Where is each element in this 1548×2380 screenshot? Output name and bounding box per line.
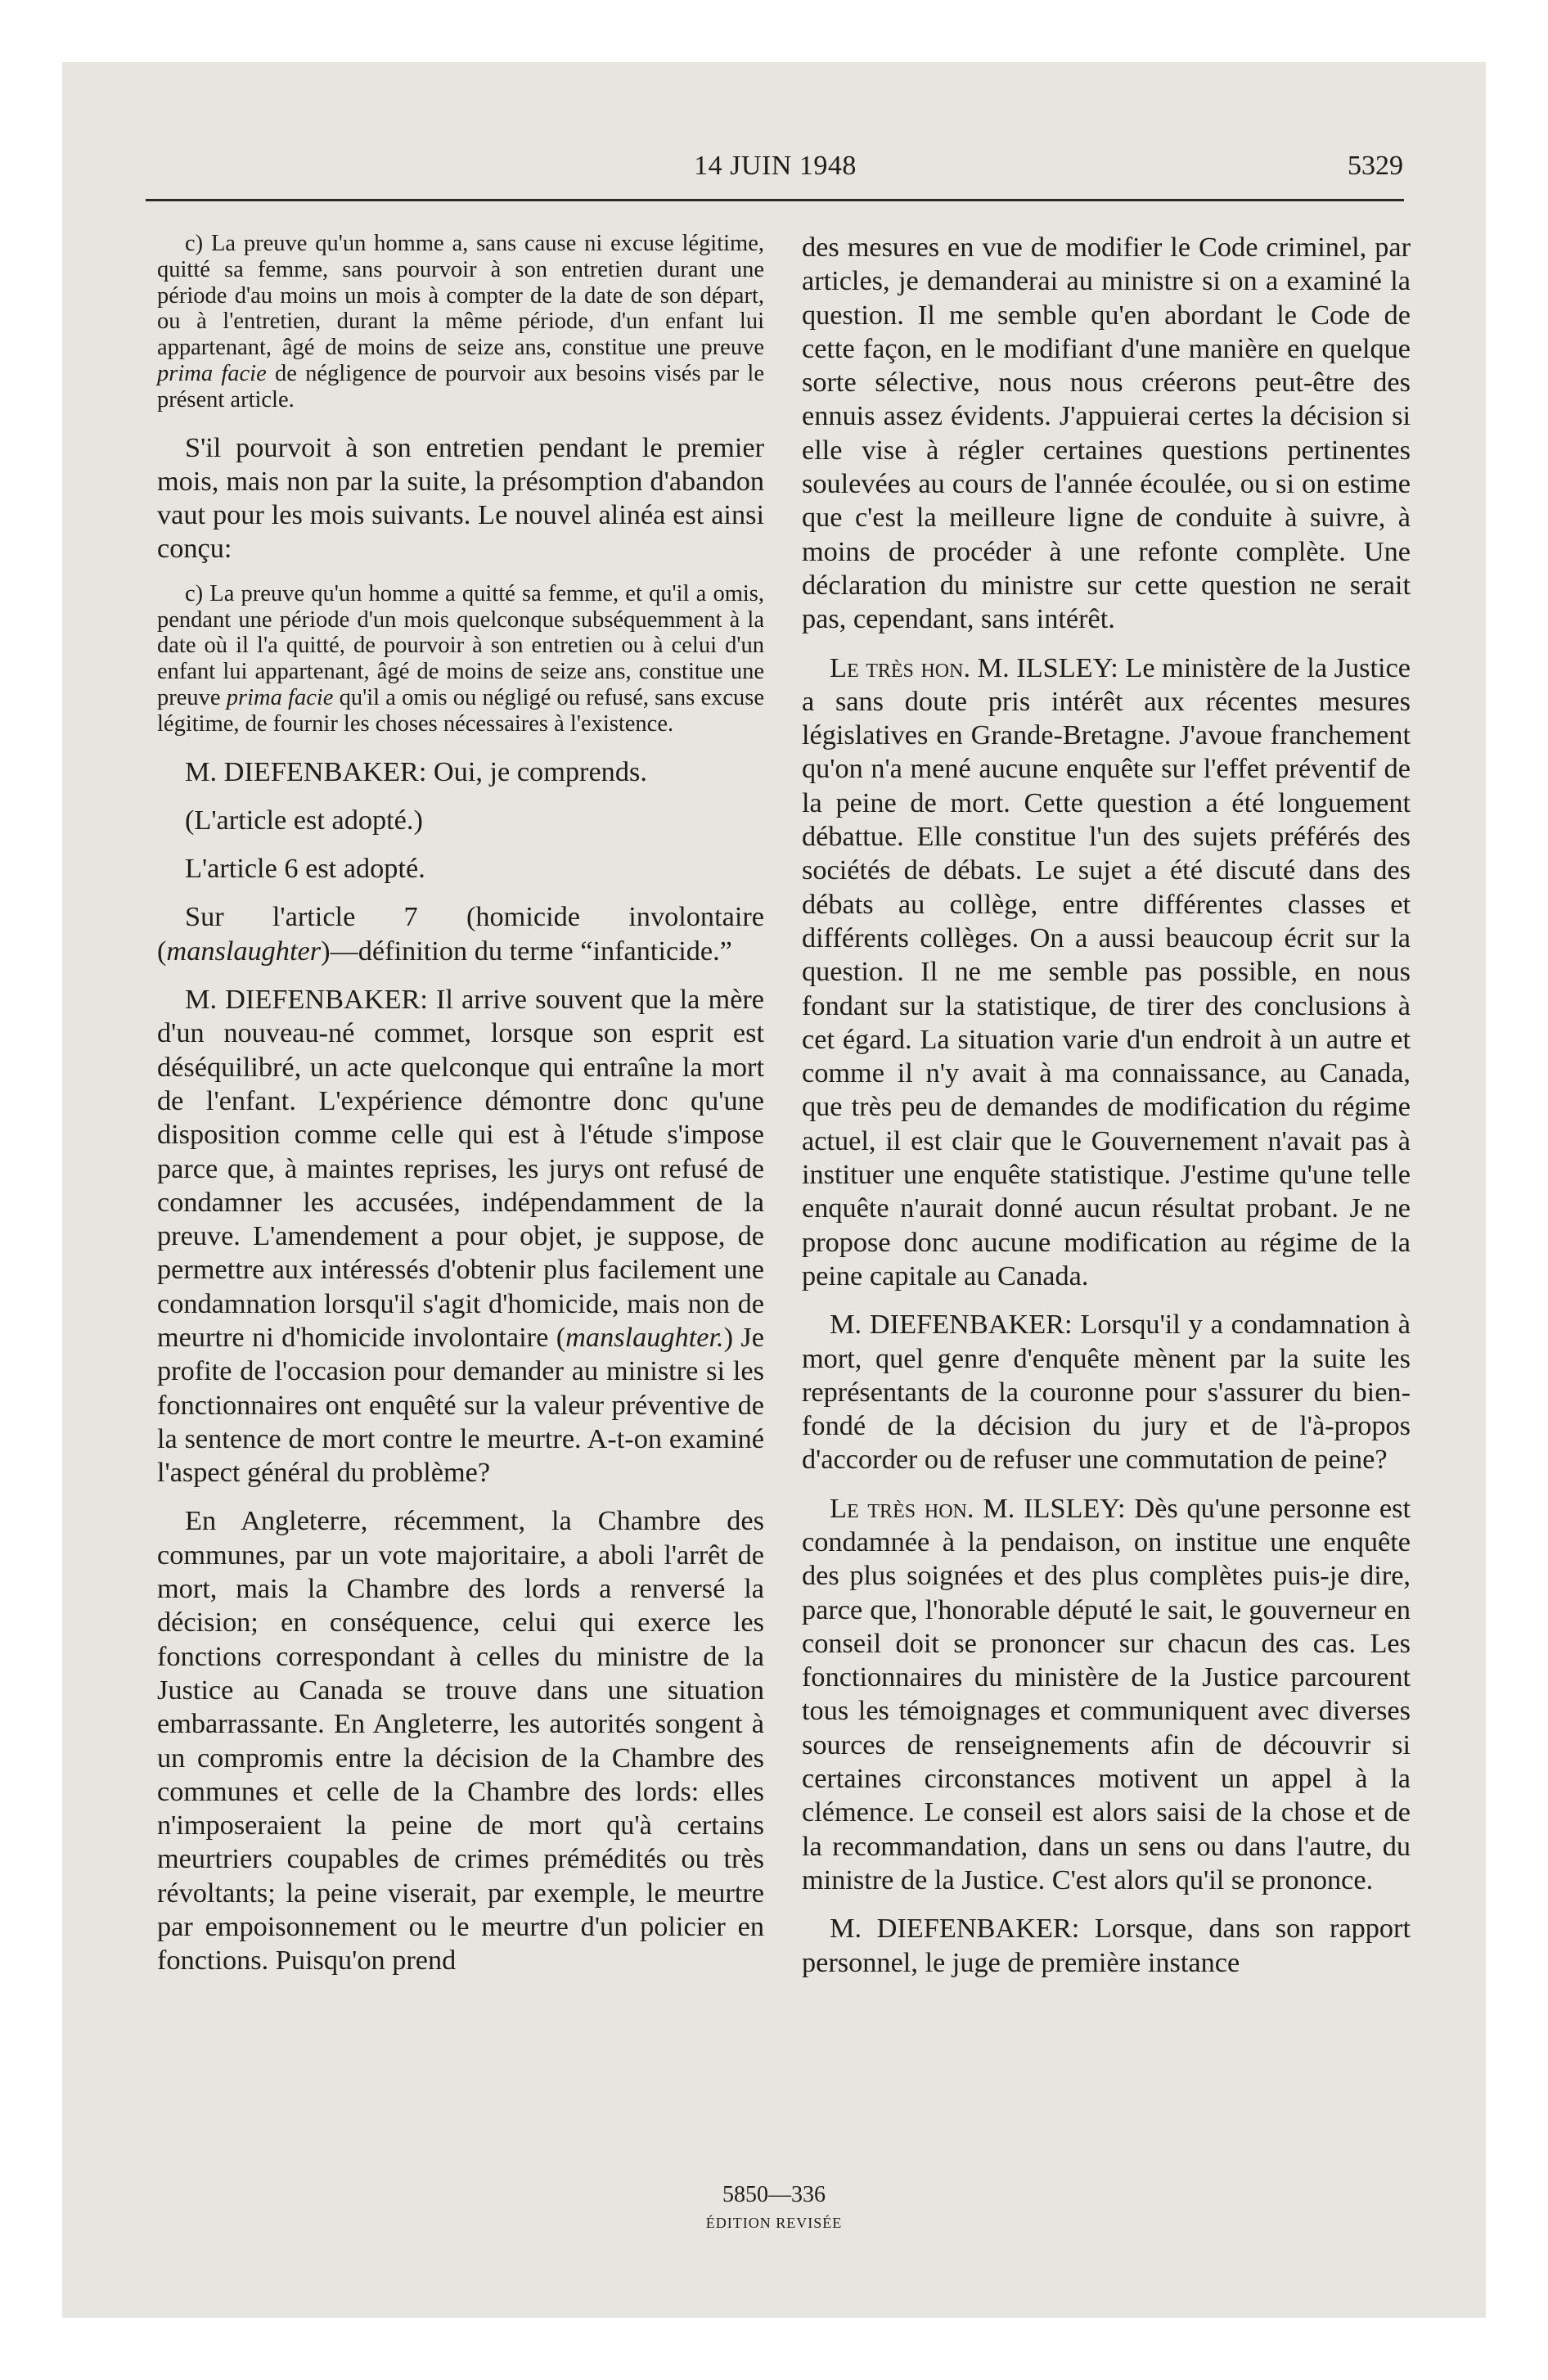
header-rule (146, 199, 1404, 201)
speech-paragraph: Le très hon. M. ILSLEY: Le ministère de la Justice a sans doute pris intérêt aux récentes mesures législatives en Grande-Bretagne. J'avoue franchement qu'on n'a mené aucune enquête sur l'effet préventif de la peine de mort. Cette question a été longuement débattue. Elle constitue l'un des sujets préférés des sociétés de débats. Le sujet a été discuté dans des débats au collège, entre différentes classes et différents collèges. On a aussi beaucoup écrit sur la question. Il ne me semble pas possible, en nous fondant sur la statistique, de tirer des conclusions à cet égard. La situation varie d'un endroit à un autre et comme il n'y avait à ma connaissance, au Canada, que très peu de demandes de modification du régime actuel, il est clair que le Gouvernement n'avait pas à instituer une enquête statistique. J'estime qu'une telle enquête n'aurait donné aucun résultat probant. Je ne propose donc aucune modification au régime de la peine capitale au Canada. (802, 651, 1411, 1291)
quoted-clause-original: c) La preuve qu'un homme a, sans cause ni excuse légitime, quitté sa femme, sans pourvoir à son entretien durant une période d'au moins un mois à compter de la date de son départ, ou à l'entretien, durant la même période, d'un enfant lui appartenant, âgé de moins de seize ans, constitue une preuve prima facie de négligence de pourvoir aux besoins visés par le présent article. (157, 231, 764, 412)
italic-term: prima facie (157, 360, 267, 386)
article-heading: Sur l'article 7 (homicide involontaire (manslaughter)—définition du terme “infanticide.” (157, 901, 764, 967)
quoted-clause-new: c) La preuve qu'un homme a quitté sa femme, et qu'il a omis, pendant une période d'un mois quelconque subséquemment à la date où il l'a quitté, de pourvoir à son entretien ou à celui d'un enfant lui appartenant, âgé de moins de seize ans, constitue une preuve prima facie qu'il a omis ou négligé ou refusé, sans excuse légitime, de fournir les choses nécessaires à l'existence. (157, 580, 765, 737)
speaker-name: M. DIEFENBAKER: (185, 755, 427, 787)
speech-paragraph: M. DIEFENBAKER: Lorsqu'il y a condamnation à mort, quel genre d'enquête mènent par la suite les représentants de la couronne pour s'assurer du bien-fondé de la décision du jury et de l'à-propos d'accorder ou de refuser une commutation de peine? (802, 1309, 1411, 1476)
speaker-name: M. DIEFENBAKER: (830, 1309, 1073, 1341)
procedural-note: L'article 6 est adopté. (185, 853, 425, 885)
speech-paragraph: M. DIEFENBAKER: Oui, je comprends. (185, 755, 647, 787)
edition-label: ÉDITION REVISÉE (705, 2215, 843, 2231)
speaker-name: M. DIEFENBAKER: (830, 1913, 1080, 1945)
speech-paragraph: Le très hon. M. ILSLEY: Dès qu'une personne est condamnée à la pendaison, on institue une enquête des plus soignées et des plus complètes puis-je dire, parce que, l'honorable député le sait, le gouverneur en conseil doit se prononcer sur chacun des cas. Les fonctionnaires du ministère de la Justice parcourent tous les témoignages et communiquent avec diverses sources de renseignements afin de découvrir si certaines circonstances motivent un appel à la clémence. Le conseil est alors saisi de la chose et de la recommandation, dans un sens ou dans l'autre, du ministre de la Justice. C'est alors qu'il se prononce. (802, 1492, 1411, 1895)
speech-paragraph: M. DIEFENBAKER: Il arrive souvent que la mère d'un nouveau-né commet, lorsque son esprit est déséquilibré, un acte quelconque qui entraîne la mort de l'enfant. L'expérience démontre donc qu'une disposition comme celle qui est à l'étude s'impose parce que, à maintes reprises, les jurys ont refusé de condamner les accusées, indépendamment de la preuve. L'amendement a pour objet, je suppose, de permettre aux intéressés d'obtenir plus facilement une condamnation lorsqu'il s'agit d'homicide, mais non de meurtre ni d'homicide involontaire (manslaughter.) Je profite de l'occasion pour demander au ministre si les fonctionnaires ont enquêté sur la valeur préventive de la sentence de mort contre le meurtre. A-t-on examiné l'aspect général du problème? (157, 984, 764, 1489)
page-number: 5329 (1348, 151, 1403, 181)
header-date: 14 JUIN 1948 (694, 151, 857, 181)
left-column (157, 231, 764, 1993)
speech-paragraph: M. DIEFENBAKER: Lorsque, dans son rapport personnel, le juge de première instance (802, 1913, 1411, 1978)
italic-term: manslaughter (166, 935, 322, 967)
page-header (147, 151, 1403, 192)
paragraph: des mesures en vue de modifier le Code criminel, par articles, je demanderai au ministre si on a examiné la question. Il me semble qu'en abordant le Code de cette façon, en le modifiant d'une manière en quelque sorte sélective, nous nous créerons peut-être des ennuis assez évidents. J'appuierai certes la décision si elle vise à régler certaines questions pertinentes soulevées au cours de l'année écoulée, ou si on estime que c'est la meilleure ligne de conduite à suivre, à moins de procéder à une refonte complète. Une déclaration du ministre sur cette question ne serait pas, cependant, sans intérêt. (802, 232, 1411, 635)
speaker-name: Le très hon. M. ILSLEY: (830, 1492, 1126, 1524)
speaker-name: M. DIEFENBAKER: (185, 984, 428, 1016)
paragraph: En Angleterre, récemment, la Chambre des communes, par un vote majoritaire, a aboli l'arrêt de mort, mais la Chambre des lords a renversé la décision; en conséquence, celui qui exerce les fonctions correspondant à celles du ministre de la Justice au Canada se trouve dans une situation embarrassante. En Angleterre, les autorités songent à un compromis entre la décision de la Chambre des communes et celle de la Chambre des lords: elles n'imposeraient la peine de mort qu'à certains meurtriers coupables de crimes prémédités ou très révoltants; la peine viserait, par exemple, le meurtre par empoisonnement ou le meurtre d'un policier en fonctions. Puisqu'on prend (157, 1505, 764, 1977)
print-code: 5850—336 (722, 2182, 826, 2207)
speaker-name: Le très hon. M. ILSLEY: (830, 651, 1118, 683)
paragraph: S'il pourvoit à son entretien pendant le premier mois, mais non par la suite, la présomption d'abandon vaut pour les mois suivants. Le nouvel alinéa est ainsi conçu: (157, 431, 764, 565)
italic-term: prima facie (226, 684, 334, 710)
italic-term: manslaughter. (565, 1322, 724, 1353)
right-column (802, 231, 1411, 1995)
procedural-note: (L'article est adopté.) (185, 804, 423, 836)
